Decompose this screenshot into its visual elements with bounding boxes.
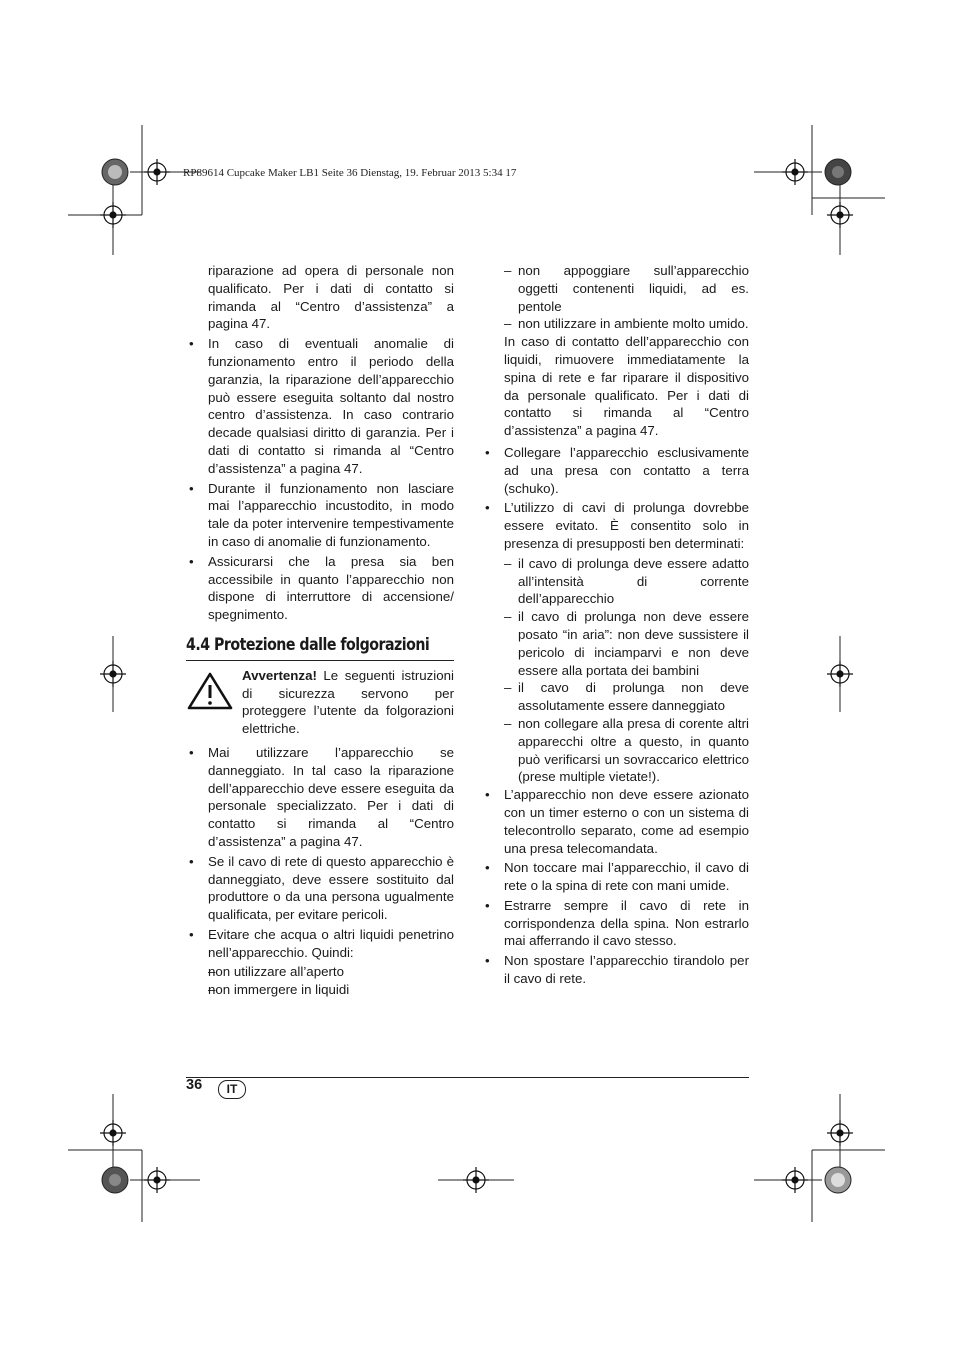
print-slug: RP89614 Cupcake Maker LB1 Seite 36 Dienstag, 19. Februar 2013 5:34 17: [183, 167, 517, 179]
warning-triangle-icon: [186, 671, 234, 711]
registration-mark-icon: [144, 159, 170, 185]
dash-item: – non utilizzare in ambiente molto umido.: [482, 315, 749, 333]
registration-mark-icon: [827, 1120, 853, 1146]
footer-rule: [186, 1077, 749, 1078]
list-item: • Evitare che acqua o altri liquidi penetrino nell’apparecchio. Quindi:: [186, 926, 454, 962]
list-item: • Assicurarsi che la presa sia ben accessibile in quanto l’apparecchio non dispone di interruttore di accensione/ spegnimento.: [186, 553, 454, 624]
dash-item: – il cavo di prolunga deve essere adatto all’intensità di corrente dell’apparecchio: [482, 555, 749, 608]
list-item: • In caso di eventuali anomalie di funzionamento entro il periodo della garanzia, la riparazione dell’apparecchio può essere eseguita soltanto dal nostro centro d’assistenza. In caso contrario decade qualsiasi diritto di garanzia. Per i dati di contatto si rimanda al “Centro d’assistenza” a pagina 47.: [186, 335, 454, 477]
registration-mark-icon: [100, 202, 126, 228]
warning-body: Le seguenti istruzioni di sicurezza servono per proteggere l’utente da folgorazioni elettriche.: [242, 667, 454, 737]
dash-item-text: non utilizzare all’aperto: [208, 964, 345, 980]
list-item: • L’utilizzo di cavi di prolunga dovrebbe essere evitato. È consentito solo in presenza di presupposti ben determinati:: [482, 499, 749, 552]
section-heading: 4.4 Protezione dalle folgorazioni: [186, 634, 430, 654]
list-item: • Se il cavo di rete di questo apparecchio è danneggiato, deve essere sostituito dal produttore o da una persona ugualmente qualificata, per evitare pericoli.: [186, 853, 454, 924]
language-badge: IT: [218, 1080, 246, 1099]
registration-mark-icon: [827, 661, 853, 687]
list-item: • Estrarre sempre il cavo di rete in corrispondenza della spina. Non estrarlo mai afferrando il cavo stesso.: [482, 897, 749, 950]
registration-mark-icon: [144, 1167, 170, 1193]
heading-rule: [186, 660, 454, 661]
registration-mark-icon: [827, 202, 853, 228]
warning-text: [242, 667, 454, 738]
list-item: • Mai utilizzare l’apparecchio se danneggiato. In tal caso la riparazione dell’apparecchio deve essere eseguita da personale specializzato. Per i dati di contatto si rimanda al “Centro d’assistenza” a pagina 47.: [186, 744, 454, 851]
list-item: • Non spostare l’apparecchio tirandolo per il cavo di rete.: [482, 952, 749, 988]
dash-item: – non appoggiare sull’apparecchio oggetti contenenti liquidi, ad es. pentole: [482, 262, 749, 315]
color-registration-circle-icon: [102, 159, 128, 185]
dash-item-text: non immergere in liquidi: [208, 982, 350, 998]
list-item: • Non toccare mai l’apparecchio, il cavo di rete o la spina di rete con mani umide.: [482, 859, 749, 895]
list-item: • L’apparecchio non deve essere azionato con un timer esterno o con un sistema di telecontrollo separato, come ad esempio una presa telecomandata.: [482, 786, 749, 857]
registration-mark-icon: [100, 1120, 126, 1146]
list-item: • Durante il funzionamento non lasciare mai l’apparecchio incustodito, in modo tale da poter intervenire tempestivamente in caso di anomalie di funzionamento.: [186, 480, 454, 551]
left-column: [186, 262, 454, 999]
color-registration-circle-icon: [102, 1167, 128, 1193]
dash-item: [186, 981, 454, 999]
paragraph: In caso di contatto dell’apparecchio con liquidi, rimuovere immediatamente la spina di rete e far riparare il dispositivo da personale qualificato. Per i dati di contatto si rimanda al “Centro d’assistenza” a pagina 47.: [504, 334, 749, 439]
warning-title: Avvertenza!: [242, 667, 317, 683]
dash-item: – il cavo di prolunga non deve essere posato “in aria”: non deve sussistere il pericolo di inciamparvi e non deve essere alla portata dei bambini: [482, 608, 749, 679]
registration-mark-icon: [782, 159, 808, 185]
continued-paragraph: riparazione ad opera di personale non qualificato. Per i dati di contatto si rimanda al “Centro d’assistenza” a pagina 47.: [208, 263, 454, 332]
page-number: 36: [186, 1077, 203, 1093]
warning-box: [186, 667, 454, 738]
registration-mark-icon: [100, 661, 126, 687]
right-column: [482, 262, 749, 990]
color-registration-circle-icon: [825, 1167, 851, 1193]
registration-mark-icon: [463, 1167, 489, 1193]
list-item: • Collegare l’apparecchio esclusivamente ad una presa con contatto a terra (schuko).: [482, 444, 749, 497]
color-registration-circle-icon: [825, 159, 851, 185]
dash-item: [186, 963, 454, 981]
dash-item: – il cavo di prolunga non deve assolutamente essere danneggiato: [482, 679, 749, 715]
dash-item: – non collegare alla presa di corente altri apparecchi oltre a questo, in quanto può verificarsi un sovraccarico elettrico (prese multiple vietate!).: [482, 715, 749, 786]
registration-mark-icon: [782, 1167, 808, 1193]
